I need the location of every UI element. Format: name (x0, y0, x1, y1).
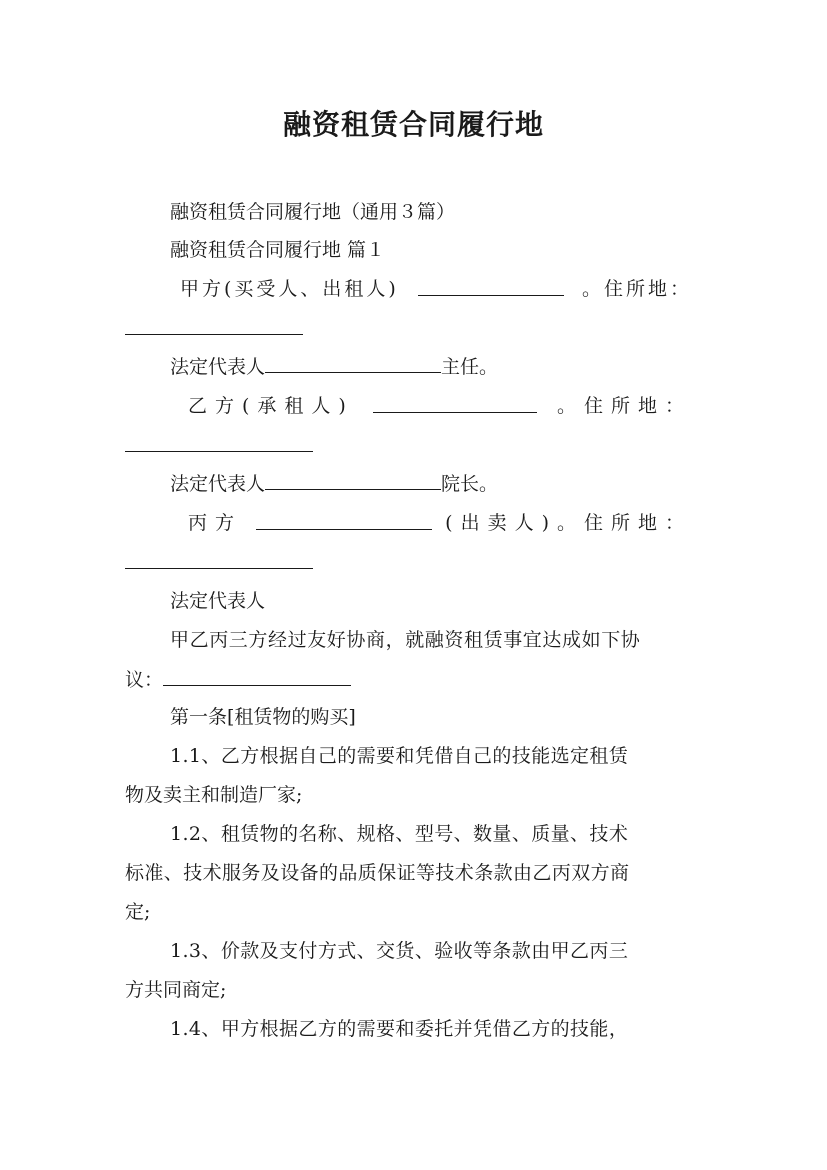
party-a-address-blank (125, 316, 303, 335)
party-b-label: 乙方(承租人) (188, 395, 354, 417)
agreement-blank (163, 667, 351, 686)
clause-1-3-line-1: 1.3、价款及支付方式、交货、验收等条款由甲乙丙三 (170, 940, 629, 962)
party-a-rep-title: 主任。 (441, 356, 499, 378)
document-title: 融资租赁合同履行地 (282, 108, 544, 141)
party-a-rep-line (170, 354, 498, 379)
clause-1-4-line-1: 1.4、甲方根据乙方的需要和委托并凭借乙方的技能， (170, 1018, 629, 1040)
party-b-line (188, 394, 692, 418)
party-b-address-blank (125, 433, 313, 452)
party-a-blank (418, 277, 564, 296)
section-heading: 融资租赁合同履行地 篇１ (170, 239, 386, 261)
agreement-line-2 (125, 667, 351, 692)
party-c-rep-line (170, 589, 265, 613)
party-a-label: 甲方(买受人、出租人) (180, 278, 399, 300)
clause-1-1-line-2: 物及卖主和制造厂家; (125, 784, 303, 806)
party-b-rep-label: 法定代表人 (170, 473, 266, 495)
party-a-address-line (125, 316, 303, 341)
article-1-heading: 第一条[租赁物的购买] (170, 706, 356, 728)
party-c-blank (256, 511, 432, 530)
clause-1-2-line-2: 标准、技术服务及设备的品质保证等技术条款由乙丙双方商 (125, 862, 630, 884)
party-a-rep-label: 法定代表人 (170, 356, 266, 378)
clause-1-2-line-1: 1.2、租赁物的名称、规格、型号、数量、质量、技术 (170, 823, 629, 845)
party-b-blank (373, 394, 537, 413)
clause-1-1-line-1: 1.1、乙方根据自己的需要和凭借自己的技能选定租赁 (170, 745, 629, 767)
clause-1-3-line-2: 方共同商定; (125, 979, 227, 1001)
party-b-address-label: 。住所地： (556, 395, 692, 417)
party-a-line (180, 277, 692, 301)
party-c-line (188, 511, 692, 535)
party-b-rep-line (170, 471, 498, 496)
party-a-address-label: 。住所地： (581, 278, 692, 300)
party-a-rep-blank (265, 354, 441, 373)
party-b-address-line (125, 433, 313, 458)
party-b-rep-blank (265, 471, 441, 490)
party-c-address-label: (出卖人)。住所地： (445, 512, 692, 534)
agreement-line-1: 甲乙丙三方经过友好协商，就融资租赁事宜达成如下协 (170, 629, 641, 651)
party-c-address-blank (125, 550, 313, 569)
clause-1-2-line-3: 定; (125, 901, 151, 923)
agreement-line-2-text: 议： (125, 669, 164, 691)
party-b-rep-title: 院长。 (441, 473, 499, 495)
document-subtitle: 融资租赁合同履行地（通用３篇） (170, 201, 456, 223)
party-c-label: 丙方 (188, 512, 243, 534)
party-c-rep-label: 法定代表人 (170, 590, 266, 612)
party-c-address-line (125, 550, 313, 575)
